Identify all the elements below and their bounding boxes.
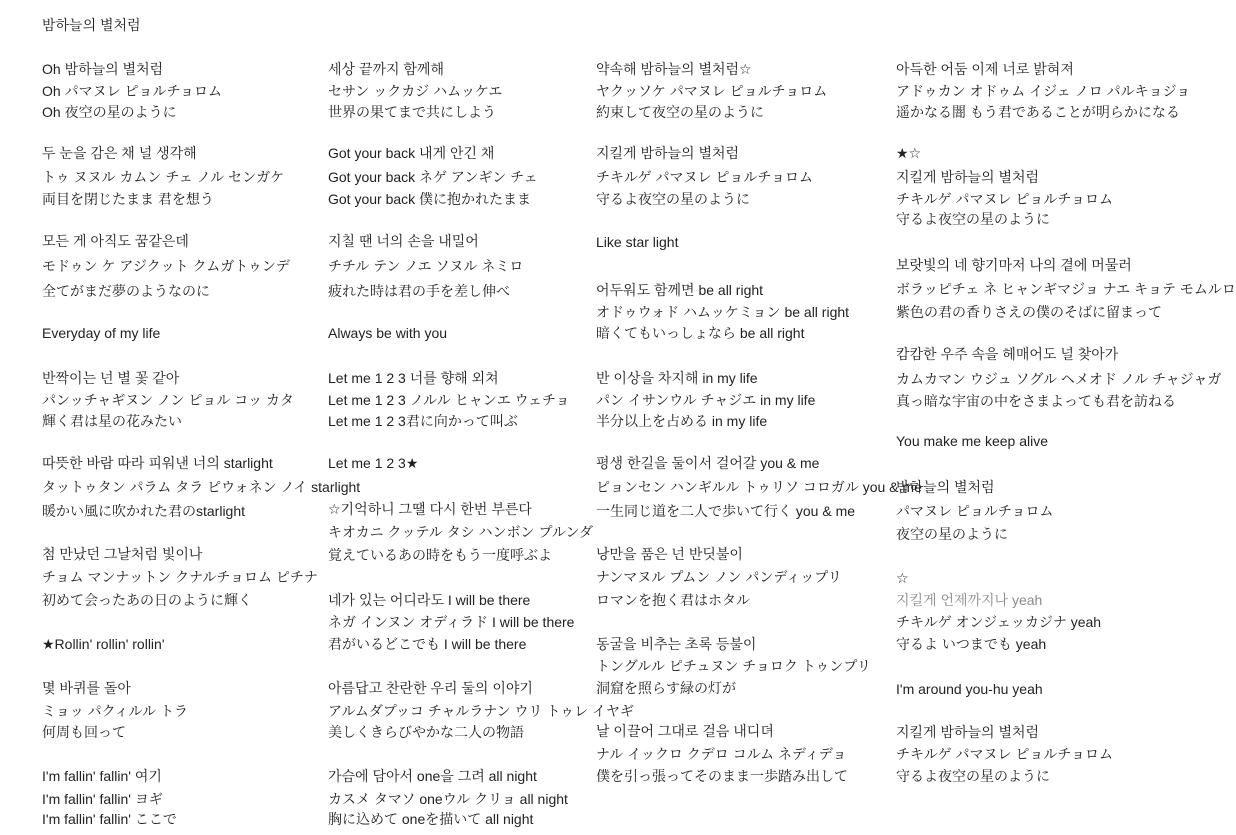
lyric-line: 아득한 어둠 이제 너로 밝혀져 (896, 61, 1074, 77)
lyric-line: 세상 끝까지 함께해 (328, 61, 444, 77)
lyric-line: モドゥン ケ アジクット クムガトゥンデ (42, 258, 290, 274)
lyric-line: 美しくきらびやかな二人の物語 (328, 724, 524, 740)
lyric-line: アルムダプッコ チャルラナン ウリ トゥレ イヤギ (328, 703, 634, 719)
lyric-line: タットゥタン パラム タラ ピウォネン ノイ starlight (42, 479, 361, 495)
lyric-line: 君がいるどこでも I will be there (328, 636, 527, 652)
lyric-line: ボラッピチェ ネ ヒャンギマジョ ナエ キョテ モムルロ (896, 281, 1236, 297)
lyric-line: Let me 1 2 3君に向かって叫ぶ (328, 413, 518, 429)
lyric-line: Oh 밤하늘의 별처럼 (42, 61, 164, 77)
lyric-line: トングルル ピチュヌン チョロク トゥンプリ (596, 658, 871, 674)
lyric-line: 両目を閉じたまま 君を想う (42, 191, 214, 207)
lyric-line: Oh 夜空の星のように (42, 104, 177, 120)
lyric-line-grey: 지킬게 언제까지나 yeah (896, 592, 1043, 608)
lyric-line: 반짝이는 넌 별 꽃 같아 (42, 370, 180, 386)
lyric-line: 疲れた時は君の手を差し伸べ (328, 283, 510, 299)
lyric-line: 何周も回って (42, 724, 126, 740)
lyric-line: 동굴을 비추는 초록 등불이 (596, 636, 757, 652)
lyric-line: アドゥカン オドゥム イジェ ノロ パルキョジョ (896, 83, 1191, 99)
lyric-line: チキルゲ パマヌレ ピョルチョロム (896, 746, 1113, 762)
lyric-line: Oh パマヌレ ピョルチョロム (42, 83, 223, 99)
lyric-line: 날 이끌어 그대로 걸음 내디뎌 (596, 723, 774, 739)
lyric-line: ☆기억하니 그땔 다시 한번 부른다 (328, 501, 532, 517)
lyric-line: Got your back ネゲ アンギン チェ (328, 169, 538, 185)
lyric-line: チキルゲ オンジェッカジナ yeah (896, 614, 1102, 630)
lyric-line: 守るよ夜空の星のように (896, 768, 1050, 784)
lyric-line: 네가 있는 어디라도 I will be there (328, 592, 531, 608)
lyric-line: ☆ (896, 570, 909, 586)
lyric-line: 紫色の君の香りさえの僕のそばに留まって (896, 304, 1162, 320)
lyric-line: 暗くてもいっしょなら be all right (596, 325, 805, 341)
lyric-line: チョム マンナットン クナルチョロム ピチナ (42, 569, 318, 585)
lyric-line: 지킬게 밤하늘의 별처럼 (896, 724, 1040, 740)
lyric-line: 世界の果てまで共にしよう (328, 104, 496, 120)
lyric-line: You make me keep alive (896, 433, 1049, 449)
lyric-line: ★Rollin' rollin' rollin' (42, 636, 165, 652)
lyric-line: 밤하늘의 별처럼 (896, 479, 995, 495)
lyric-line: 輝く君は星の花みたい (42, 413, 182, 429)
lyric-line: 夜空の星のように (896, 526, 1008, 542)
lyric-line: 캄캄한 우주 속을 헤매어도 널 찾아가 (896, 346, 1119, 362)
lyric-line: チキルゲ パマヌレ ピョルチョロム (596, 169, 813, 185)
page-title: 밤하늘의 별처럼 (42, 17, 141, 33)
lyric-line: 반 이상을 차지해 in my life (596, 370, 758, 386)
lyric-line: 半分以上を占める in my life (596, 413, 768, 429)
lyric-line: 一生同じ道を二人で歩いて行く you & me (596, 503, 856, 519)
lyric-line: トゥ ヌヌル カムン チェ ノル センガケ (42, 169, 285, 185)
lyric-line: 어두워도 함께면 be all right (596, 282, 764, 298)
lyric-line: 真っ暗な宇宙の中をさまよっても君を訪ねる (896, 393, 1176, 409)
lyric-line: Everyday of my life (42, 325, 161, 341)
lyric-line: 따뜻한 바람 따라 피워낸 너의 starlight (42, 455, 273, 471)
lyric-line: 모든 게 아직도 꿈같은데 (42, 233, 189, 249)
lyric-line: 지칠 땐 너의 손을 내밀어 (328, 233, 479, 249)
lyric-line: I'm fallin' fallin' 여기 (42, 768, 162, 784)
lyric-line: 守るよ いつまでも yeah (896, 636, 1047, 652)
lyric-line: 가슴에 담아서 one을 그려 all night (328, 768, 537, 784)
lyric-line: セサン ックカジ ハムッケエ (328, 83, 503, 99)
lyric-line: 約束して夜空の星のように (596, 104, 764, 120)
lyric-line: 평생 한길을 둘이서 걸어갈 you & me (596, 455, 820, 471)
lyric-line: 지킬게 밤하늘의 별처럼 (896, 169, 1040, 185)
lyric-line: 몇 바퀴를 돌아 (42, 680, 131, 696)
lyric-line: パン イサンウル チャジエ in my life (596, 392, 816, 408)
lyric-line: オドゥウォド ハムッケミョン be all right (596, 304, 850, 320)
lyric-line: ナル イックロ クデロ コルム ネディデョ (596, 746, 847, 762)
lyric-line: 두 눈을 감은 채 널 생각해 (42, 145, 197, 161)
lyric-line: Always be with you (328, 325, 448, 341)
lyric-line: 僕を引っ張ってそのまま一歩踏み出して (596, 768, 848, 784)
lyric-line: 첨 만났던 그날처럼 빛이나 (42, 546, 203, 562)
lyric-line: 初めて会ったあの日のように輝く (42, 592, 252, 608)
lyric-line: ミョッ パクィルル トラ (42, 703, 189, 719)
lyric-line: ピョンセン ハンギルル トゥリソ コロガル you & me (596, 479, 922, 495)
lyric-line: Got your back 내게 안긴 채 (328, 145, 495, 161)
lyric-line: Let me 1 2 3 ノルル ヒャンエ ウェチョ (328, 392, 570, 408)
lyric-line: Like star light (596, 234, 679, 250)
lyric-line: I'm fallin' fallin' ここで (42, 811, 177, 827)
lyric-line: 遥かなる闇 もう君であることが明らかになる (896, 104, 1180, 120)
lyric-line: 覚えているあの時をもう一度呼ぶよ (328, 547, 552, 563)
lyric-line: ナンマヌル プムン ノン パンディップリ (596, 569, 842, 585)
lyric-line: カムカマン ウジュ ソグル ヘメオド ノル チャジャガ (896, 371, 1222, 387)
lyric-line: 약속해 밤하늘의 별처럼☆ (596, 61, 752, 77)
lyric-line: 胸に込めて oneを描いて all night (328, 811, 534, 827)
lyric-line: カスメ タマソ oneウル クリョ all night (328, 791, 568, 807)
lyric-line: 보랏빛의 네 향기마저 나의 곁에 머물러 (896, 257, 1132, 273)
lyric-line: 아름답고 찬란한 우리 둘의 이야기 (328, 680, 533, 696)
lyric-line: 守るよ夜空の星のように (596, 191, 750, 207)
lyric-line: パンッチャギヌン ノン ピョル コッ カタ (42, 392, 294, 408)
lyric-line: 守るよ夜空の星のように (896, 211, 1050, 227)
lyric-line: Let me 1 2 3★ (328, 455, 419, 471)
lyric-line: パマヌレ ピョルチョロム (896, 503, 1054, 519)
lyric-line: 지킬게 밤하늘의 별처럼 (596, 145, 740, 161)
lyric-line: チキルゲ パマヌレ ピョルチョロム (896, 191, 1113, 207)
lyric-line: ロマンを抱く君はホタル (596, 592, 750, 608)
lyric-line: ★☆ (896, 145, 922, 161)
lyric-line: チチル テン ノエ ソヌル ネミロ (328, 258, 524, 274)
lyric-line: I'm around you-hu yeah (896, 681, 1043, 697)
lyric-line: 全てがまだ夢のようなのに (42, 283, 210, 299)
lyric-line: Got your back 僕に抱かれたまま (328, 191, 532, 207)
lyric-line: キオカニ クッテル タシ ハンボン プルンダ (328, 524, 593, 540)
lyric-line: 暖かい風に吹かれた君のstarlight (42, 503, 246, 519)
lyric-line: 낭만을 품은 넌 반딧불이 (596, 546, 743, 562)
lyric-line: Let me 1 2 3 너를 향해 외쳐 (328, 370, 499, 386)
lyric-line: ネガ インヌン オディラド I will be there (328, 614, 575, 630)
lyric-line: 洞窟を照らす緑の灯が (596, 680, 736, 696)
lyric-line: I'm fallin' fallin' ヨギ (42, 791, 163, 807)
lyric-line: ヤクッソケ パマヌレ ピョルチョロム (596, 83, 828, 99)
